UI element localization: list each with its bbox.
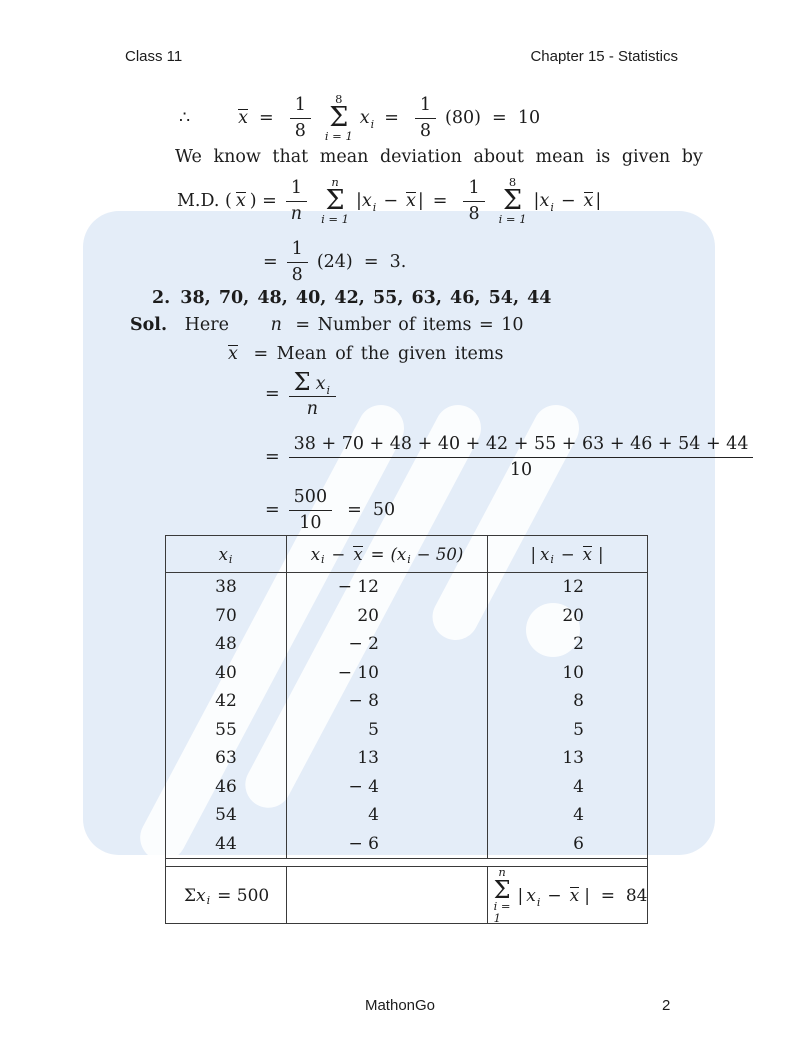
cell-abs-deviation: 20 xyxy=(562,605,584,626)
explanation-text: We know that mean deviation about mean is given by xyxy=(175,147,703,167)
formula-sum-over-n xyxy=(263,366,343,422)
formula-sum-expanded xyxy=(263,432,760,482)
x-var: x xyxy=(310,544,320,564)
here-text: Here xyxy=(184,315,229,335)
sigma-symbol: Σ xyxy=(493,875,511,904)
cell-abs-deviation: 4 xyxy=(573,805,584,825)
cell-deviation: − 2 xyxy=(287,630,488,659)
denominator: n xyxy=(290,203,303,224)
minus: − xyxy=(560,544,575,564)
sum-lower-limit: i = 1 xyxy=(324,128,353,143)
mean-definition: = Mean of the given items xyxy=(253,344,504,364)
sigma-symbol: Σ xyxy=(184,885,197,906)
sum-lower-limit: i = 1 xyxy=(321,211,350,226)
equals: = xyxy=(265,384,280,404)
pipe: | xyxy=(533,191,540,211)
summation xyxy=(324,91,353,143)
sigma-symbol: Σ xyxy=(293,367,311,396)
sub-i: i xyxy=(372,201,377,214)
formula-md-result xyxy=(261,238,408,286)
cell-xi: 44 xyxy=(166,830,287,859)
col-header-abs-deviation xyxy=(488,536,646,572)
md-prefix: M.D. ( xyxy=(177,191,232,211)
cell-abs-deviation: 10 xyxy=(562,662,584,683)
numerator: 1 xyxy=(415,95,436,118)
xbar: x xyxy=(228,344,238,364)
summation xyxy=(498,174,527,226)
sub-i: i xyxy=(550,552,554,566)
abs-deviation-term xyxy=(356,191,424,214)
table-row xyxy=(166,773,647,802)
abs-deviation-term xyxy=(517,885,648,909)
col-header-xi xyxy=(166,536,287,572)
sum-lower-limit: i = 1 xyxy=(493,899,511,925)
table-totals-row xyxy=(166,866,647,923)
sub-i: i xyxy=(321,552,325,566)
fraction-1-8 xyxy=(287,239,308,284)
sum-upper-limit: 8 xyxy=(508,174,517,189)
cell-xi: 70 xyxy=(166,602,287,631)
n-var: n xyxy=(270,315,282,335)
pipe: | xyxy=(595,191,602,211)
solution-line xyxy=(130,315,524,335)
formula-mean-line xyxy=(177,92,542,144)
cell-xi: 63 xyxy=(166,744,287,773)
numerator: 1 xyxy=(463,178,484,201)
paren-x: (x xyxy=(390,544,407,564)
summation xyxy=(321,174,350,226)
numerator xyxy=(289,369,336,397)
cell-xi: 55 xyxy=(166,716,287,745)
pipe: | xyxy=(517,885,524,906)
formula-mean-result xyxy=(263,487,397,533)
total-value: | = 84 xyxy=(584,885,648,906)
sum-upper-limit: 8 xyxy=(335,91,343,106)
cell-deviation: 20 xyxy=(287,602,488,631)
fraction-500-10 xyxy=(289,487,332,532)
cell-deviation: 13 xyxy=(287,744,488,773)
header-class-label: Class 11 xyxy=(125,48,183,65)
x-var: x xyxy=(196,885,206,906)
xbar: x xyxy=(406,191,416,211)
table-row xyxy=(166,630,647,659)
minus: − xyxy=(331,544,346,564)
cell-deviation: − 12 xyxy=(287,573,488,602)
x-var: x xyxy=(539,191,550,211)
table-row xyxy=(166,744,647,773)
cell-deviation: 4 xyxy=(287,801,488,830)
fraction-sum-n xyxy=(289,369,336,419)
table-body xyxy=(166,573,647,859)
table-row xyxy=(166,573,647,602)
cell-abs-deviation: 12 xyxy=(562,577,584,597)
cell-deviation: − 6 xyxy=(287,830,488,859)
equals: = xyxy=(432,191,448,211)
question-values: 38, 70, 48, 40, 42, 55, 63, 46, 54, 44 xyxy=(180,288,552,308)
total-abs-deviation-cell xyxy=(488,867,646,924)
equals: = xyxy=(384,108,399,128)
equals: = xyxy=(259,108,274,128)
table-row xyxy=(166,830,647,859)
pipe: | xyxy=(597,544,604,564)
deviation-table xyxy=(165,535,648,924)
page-number: 2 xyxy=(662,997,671,1014)
paren-minus-50: − 50) xyxy=(416,544,464,564)
sub-i: i xyxy=(536,895,541,909)
cell-xi: 48 xyxy=(166,630,287,659)
abs-deviation-term xyxy=(533,191,602,214)
cell-deviation: − 4 xyxy=(287,773,488,802)
cell-deviation: 5 xyxy=(287,716,488,745)
fraction-values-10 xyxy=(289,434,754,479)
minus: − xyxy=(560,191,576,211)
cell-xi: 38 xyxy=(166,573,287,602)
xbar: x xyxy=(583,191,594,211)
x-var: x xyxy=(540,544,550,564)
pipe: | xyxy=(417,191,424,211)
denominator: 8 xyxy=(468,203,480,224)
cell-abs-deviation: 6 xyxy=(573,833,584,854)
mean-definition-line xyxy=(226,344,503,364)
pipe: | xyxy=(530,544,536,564)
sigma-symbol: Σ xyxy=(329,102,349,134)
equals: = xyxy=(263,252,278,272)
sum-lower-limit: i = 1 xyxy=(498,211,527,226)
x-var: x xyxy=(218,544,228,564)
sub-i: i xyxy=(407,552,411,566)
fraction-1-8 xyxy=(415,95,436,140)
therefore-symbol: ∴ xyxy=(179,108,191,128)
cell-abs-deviation: 13 xyxy=(562,748,584,768)
minus: − xyxy=(547,885,562,906)
cell-abs-deviation: 2 xyxy=(573,634,584,654)
sum-upper-limit: n xyxy=(331,174,339,189)
sub-i: i xyxy=(326,383,331,397)
cell-abs-deviation: 4 xyxy=(573,776,584,797)
cell-deviation: − 8 xyxy=(287,687,488,716)
result-text: = 50 xyxy=(347,500,396,520)
result-text: (24) = 3. xyxy=(316,252,407,272)
sol-label: Sol. xyxy=(130,315,168,335)
equals: = xyxy=(265,447,280,467)
brand-footer: MathonGo xyxy=(364,997,436,1014)
numerator: 500 xyxy=(289,487,332,510)
xbar: x xyxy=(235,191,246,211)
numerator: 1 xyxy=(286,178,307,201)
sigma-symbol: Σ xyxy=(325,185,345,217)
x-var: x xyxy=(359,108,370,128)
minus: − xyxy=(383,191,398,211)
question-2 xyxy=(152,288,551,308)
xbar: x xyxy=(569,885,580,906)
x-var: x xyxy=(526,885,536,906)
sub-i: i xyxy=(206,894,211,908)
fraction-1-n xyxy=(286,178,307,223)
cell-xi: 42 xyxy=(166,687,287,716)
sigma-symbol: Σ xyxy=(503,185,523,217)
summation xyxy=(494,867,511,924)
denominator: 8 xyxy=(294,120,306,141)
denominator: 8 xyxy=(291,264,303,285)
denominator: n xyxy=(306,399,318,419)
table-row xyxy=(166,716,647,745)
denominator: 10 xyxy=(509,459,533,480)
xbar: x xyxy=(582,544,592,564)
denominator: 8 xyxy=(419,120,431,141)
x-sub-i xyxy=(359,108,375,131)
cell-xi: 54 xyxy=(166,801,287,830)
empty-cell xyxy=(287,867,488,924)
denominator: 10 xyxy=(299,512,322,533)
equals: = xyxy=(370,544,385,564)
table-divider-gap xyxy=(166,859,647,866)
md-close: ) = xyxy=(249,191,277,211)
cell-xi: 40 xyxy=(166,659,287,688)
cell-xi: 46 xyxy=(166,773,287,802)
formula-md-line xyxy=(175,170,601,232)
result-text: (80) = 10 xyxy=(445,108,541,128)
table-header-row xyxy=(166,536,647,573)
question-number: 2. xyxy=(152,288,171,308)
table-row xyxy=(166,659,647,688)
cell-abs-deviation: 8 xyxy=(573,691,584,711)
xbar: x xyxy=(238,108,249,128)
pipe: | xyxy=(356,191,362,211)
numerator: 1 xyxy=(287,239,308,262)
sub-i: i xyxy=(550,201,554,214)
table-row xyxy=(166,801,647,830)
cell-deviation: − 10 xyxy=(287,659,488,688)
numerator: 1 xyxy=(290,95,311,118)
sub-i: i xyxy=(228,552,233,566)
cell-abs-deviation: 5 xyxy=(573,719,584,740)
sum-upper-limit: n xyxy=(498,865,506,879)
table-row xyxy=(166,687,647,716)
header-chapter-label: Chapter 15 - Statistics xyxy=(530,48,678,65)
col-header-deviation xyxy=(287,536,488,572)
fraction-1-8 xyxy=(463,178,484,223)
sub-i: i xyxy=(370,118,375,131)
fraction-1-8 xyxy=(290,95,311,140)
xbar: x xyxy=(353,544,363,564)
equals: = xyxy=(265,500,280,520)
total-xi-cell xyxy=(166,867,287,924)
numerator: 38 + 70 + 48 + 40 + 42 + 55 + 63 + 46 + 54 + 44 xyxy=(289,434,754,457)
x-var: x xyxy=(315,373,326,394)
total-xi-value: = 500 xyxy=(217,885,270,906)
n-definition: = Number of items = 10 xyxy=(295,315,524,335)
table-row xyxy=(166,602,647,631)
x-var: x xyxy=(361,191,372,211)
